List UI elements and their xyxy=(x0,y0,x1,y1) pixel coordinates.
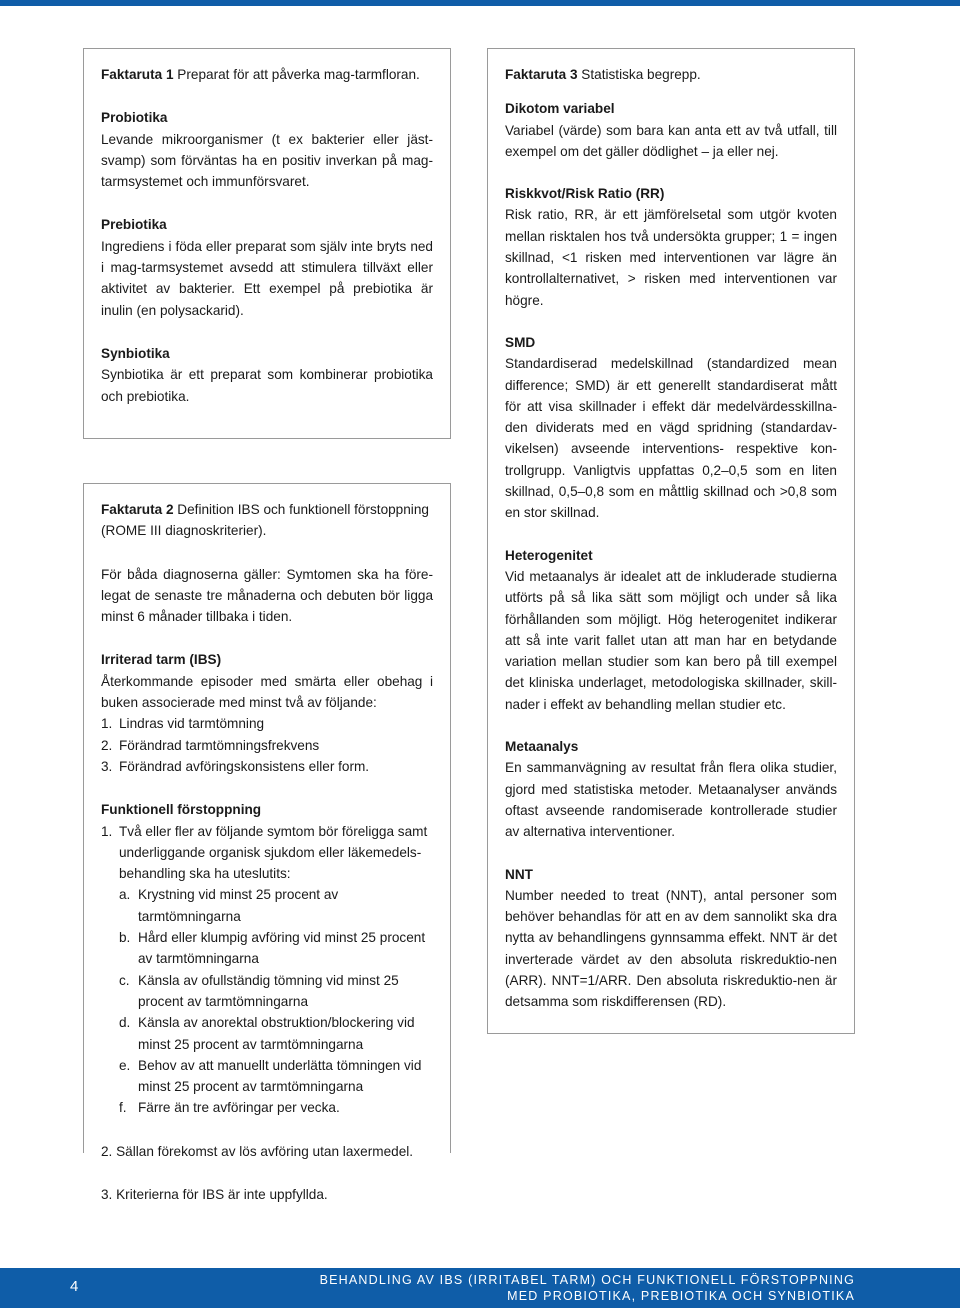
factbox-2 xyxy=(83,483,451,1203)
factbox-1-label: Faktaruta 1 xyxy=(101,67,174,82)
section-text: Återkommande episoder med smärta eller obehag i buken associerade med minst två av följande: xyxy=(101,673,433,711)
symptom-sublist xyxy=(101,884,433,1118)
section-heading: Irriterad tarm (IBS) xyxy=(101,652,222,668)
list-item xyxy=(101,735,433,756)
section-smd xyxy=(505,332,837,524)
list-item xyxy=(101,713,433,734)
list-number: 3. xyxy=(101,758,113,774)
list-text: Förändrad avföringskonsistens eller form. xyxy=(119,758,370,774)
section-metaanalys xyxy=(505,736,837,842)
list-item xyxy=(101,821,433,885)
running-title-line-2: MED PROBIOTIKA, PREBIOTIKA OCH SYNBIOTIKA xyxy=(507,1289,855,1303)
sublist-item xyxy=(119,1012,433,1055)
sublist-letter: f. xyxy=(119,1100,127,1116)
section-text: Risk ratio, RR, är ett jämförelsetal som utgör kvoten mellan risktalen hos två undersökta grupper; 1 = ingen skillnad, <1 risken med interventionen var lägre än kontrollalternativet, > risken med interventionen var högre. xyxy=(505,207,837,308)
section-text: Standardiserad medelskillnad (standardized mean difference; SMD) är ett generellt standardiserat mått för att visa skillnader i effekt där medelvärdesskillna-den dividerats med en vägd spridning (standardav-vikelsen) avseende interventions- respektive kon-trollgrupp. Vanligtvis uppfattas 0,2–0,5 som en liten skillnad, 0,5–0,8 som en måttlig skillnad och >0,8 som en stor skillnad. xyxy=(505,356,837,521)
section-text: Variabel (värde) som bara kan anta ett av två utfall, till exempel om det gäller dödlighet – ja eller nej. xyxy=(505,122,837,159)
factbox-3-label: Faktaruta 3 xyxy=(505,67,578,82)
section-heading: Synbiotika xyxy=(101,345,170,361)
factbox-3-title xyxy=(505,64,837,85)
sublist-item xyxy=(119,1055,433,1098)
section-heading: SMD xyxy=(505,334,536,350)
factbox-2-caption: Definition IBS och funktionell förstoppning (ROME III diagnoskriterier). xyxy=(101,502,429,539)
sublist-text: Behov av att manuellt underlätta tömningen vid minst 25 procent av tarmtömningarna xyxy=(138,1057,422,1095)
section-functional-constipation xyxy=(101,799,433,1118)
section-heading: Dikotom variabel xyxy=(505,101,615,117)
section-heading: NNT xyxy=(505,866,533,882)
running-title xyxy=(320,1272,855,1304)
factbox-3 xyxy=(487,48,855,1034)
factbox-1-title xyxy=(101,64,433,85)
sublist-text: Hård eller klumpig avföring vid minst 25 procent av tarmtömningarna xyxy=(138,930,426,967)
section-ibs xyxy=(101,649,433,777)
sublist-letter: d. xyxy=(119,1015,131,1031)
constipation-criterion-3 xyxy=(101,1184,433,1205)
sublist-text: Känsla av anorektal obstruktion/blockering vid minst 25 procent av tarmtömningarna xyxy=(138,1015,415,1052)
intro-text: För båda diagnoserna gäller: Symtomen ska ha före-legat de senaste tre månaderna och debuten bör ligga minst 6 månader tillbaka i tiden. xyxy=(101,566,433,625)
list-number: 2. xyxy=(101,737,113,753)
factbox-3-caption: Statistiska begrepp. xyxy=(577,67,701,82)
factbox-1 xyxy=(83,48,451,439)
sublist-text: Krystning vid minst 25 procent av tarmtömningarna xyxy=(138,887,339,924)
factbox-1-caption: Preparat för att påverka mag-tarmfloran. xyxy=(173,67,420,82)
ibs-criteria-list xyxy=(101,713,433,777)
sublist-item xyxy=(119,927,433,970)
list-text: Förändrad tarmtömningsfrekvens xyxy=(119,737,320,753)
list-text: Två eller fler av följande symtom bör föreligga samt underliggande organisk sjukdom eller läkemedels-behandling ska ha uteslutits: xyxy=(119,823,428,882)
section-heading: Probiotika xyxy=(101,110,168,126)
section-text: Levande mikroorganismer (t ex bakterier eller jäst-svamp) som förväntas ha en positiv inverkan på mag-tarmsystemet och immunförsvaret. xyxy=(101,131,433,190)
sublist-item xyxy=(119,884,433,927)
section-probiotika xyxy=(101,107,433,192)
constipation-criterion-2 xyxy=(101,1141,433,1162)
section-dikotom-variabel xyxy=(505,98,837,162)
sublist-letter: a. xyxy=(119,887,131,903)
list-number: 1. xyxy=(101,823,113,839)
factbox-2-label: Faktaruta 2 xyxy=(101,502,174,517)
criterion-text: 2. Sällan förekomst av lös avföring utan laxermedel. xyxy=(101,1143,414,1159)
top-accent-bar xyxy=(0,0,960,6)
section-riskkvot xyxy=(505,183,837,311)
sublist-letter: c. xyxy=(119,972,130,988)
section-heading: Metaanalys xyxy=(505,739,579,755)
diagnosis-intro xyxy=(101,564,433,628)
sublist-text: Känsla av ofullständig tömning vid minst 25 procent av tarmtömningarna xyxy=(138,972,399,1009)
factbox-2-title xyxy=(101,499,433,542)
section-prebiotika xyxy=(101,214,433,320)
list-item xyxy=(101,756,433,777)
sublist-letter: b. xyxy=(119,930,131,946)
section-text: Ingrediens i föda eller preparat som själv inte bryts ned i mag-tarmsystemet avsedd att stimulera tillväxt eller aktivitet av bakterier. Ett exempel på prebiotika är inulin (en polysackarid). xyxy=(101,238,433,318)
list-text: Lindras vid tarmtömning xyxy=(119,716,265,732)
constipation-criteria-list xyxy=(101,821,433,885)
section-text: Synbiotika är ett preparat som kombinerar probiotika och prebiotika. xyxy=(101,367,433,404)
section-text: Vid metaanalys är idealet att de inkluderade studierna utförts på så lika sätt som möjligt och under så lika förhållanden som möjligt. Hög heterogenitet indikerar att så inte varit fallet utan att man har en betydande variation mellan studier som kan bero på till exempel det kliniska underlaget, metodologiska skillnader, skill-nader i effekt av behandling mellan studier etc. xyxy=(505,568,837,712)
page-footer xyxy=(0,1268,960,1308)
section-heterogenitet xyxy=(505,545,837,715)
section-heading: Heterogenitet xyxy=(505,547,593,563)
section-heading: Prebiotika xyxy=(101,217,167,233)
sublist-letter: e. xyxy=(119,1057,131,1073)
criterion-text: 3. Kriterierna för IBS är inte uppfyllda. xyxy=(101,1187,328,1203)
list-number: 1. xyxy=(101,716,113,732)
section-heading: Funktionell förstoppning xyxy=(101,802,262,818)
sublist-text: Färre än tre avföringar per vecka. xyxy=(138,1100,340,1116)
section-synbiotika xyxy=(101,343,433,407)
sublist-item xyxy=(119,970,433,1013)
section-heading: Riskkvot/Risk Ratio (RR) xyxy=(505,186,665,202)
section-text: Number needed to treat (NNT), antal personer som behöver behandlas för att en av dem sannolikt ska dra nytta av behandlingens gynnsamma effekt. NNT är det inverterade värdet av den absoluta riskreduktio-nen (ARR). NNT=1/ARR. Den absoluta riskreduktio-nen är detsamma som riskdifferensen (RD). xyxy=(505,887,837,1010)
section-text: En sammanvägning av resultat från flera olika studier, gjord med statistiska metoder. Metaanalyser används oftast avseende randomiserade kontrollerade studier av alternativa interventioner. xyxy=(505,760,837,840)
running-title-line-1: BEHANDLING AV IBS (IRRITABEL TARM) OCH FUNKTIONELL FÖRSTOPPNING xyxy=(319,1273,855,1287)
page-number: 4 xyxy=(70,1278,79,1295)
section-nnt xyxy=(505,864,837,1013)
sublist-item xyxy=(119,1097,433,1118)
